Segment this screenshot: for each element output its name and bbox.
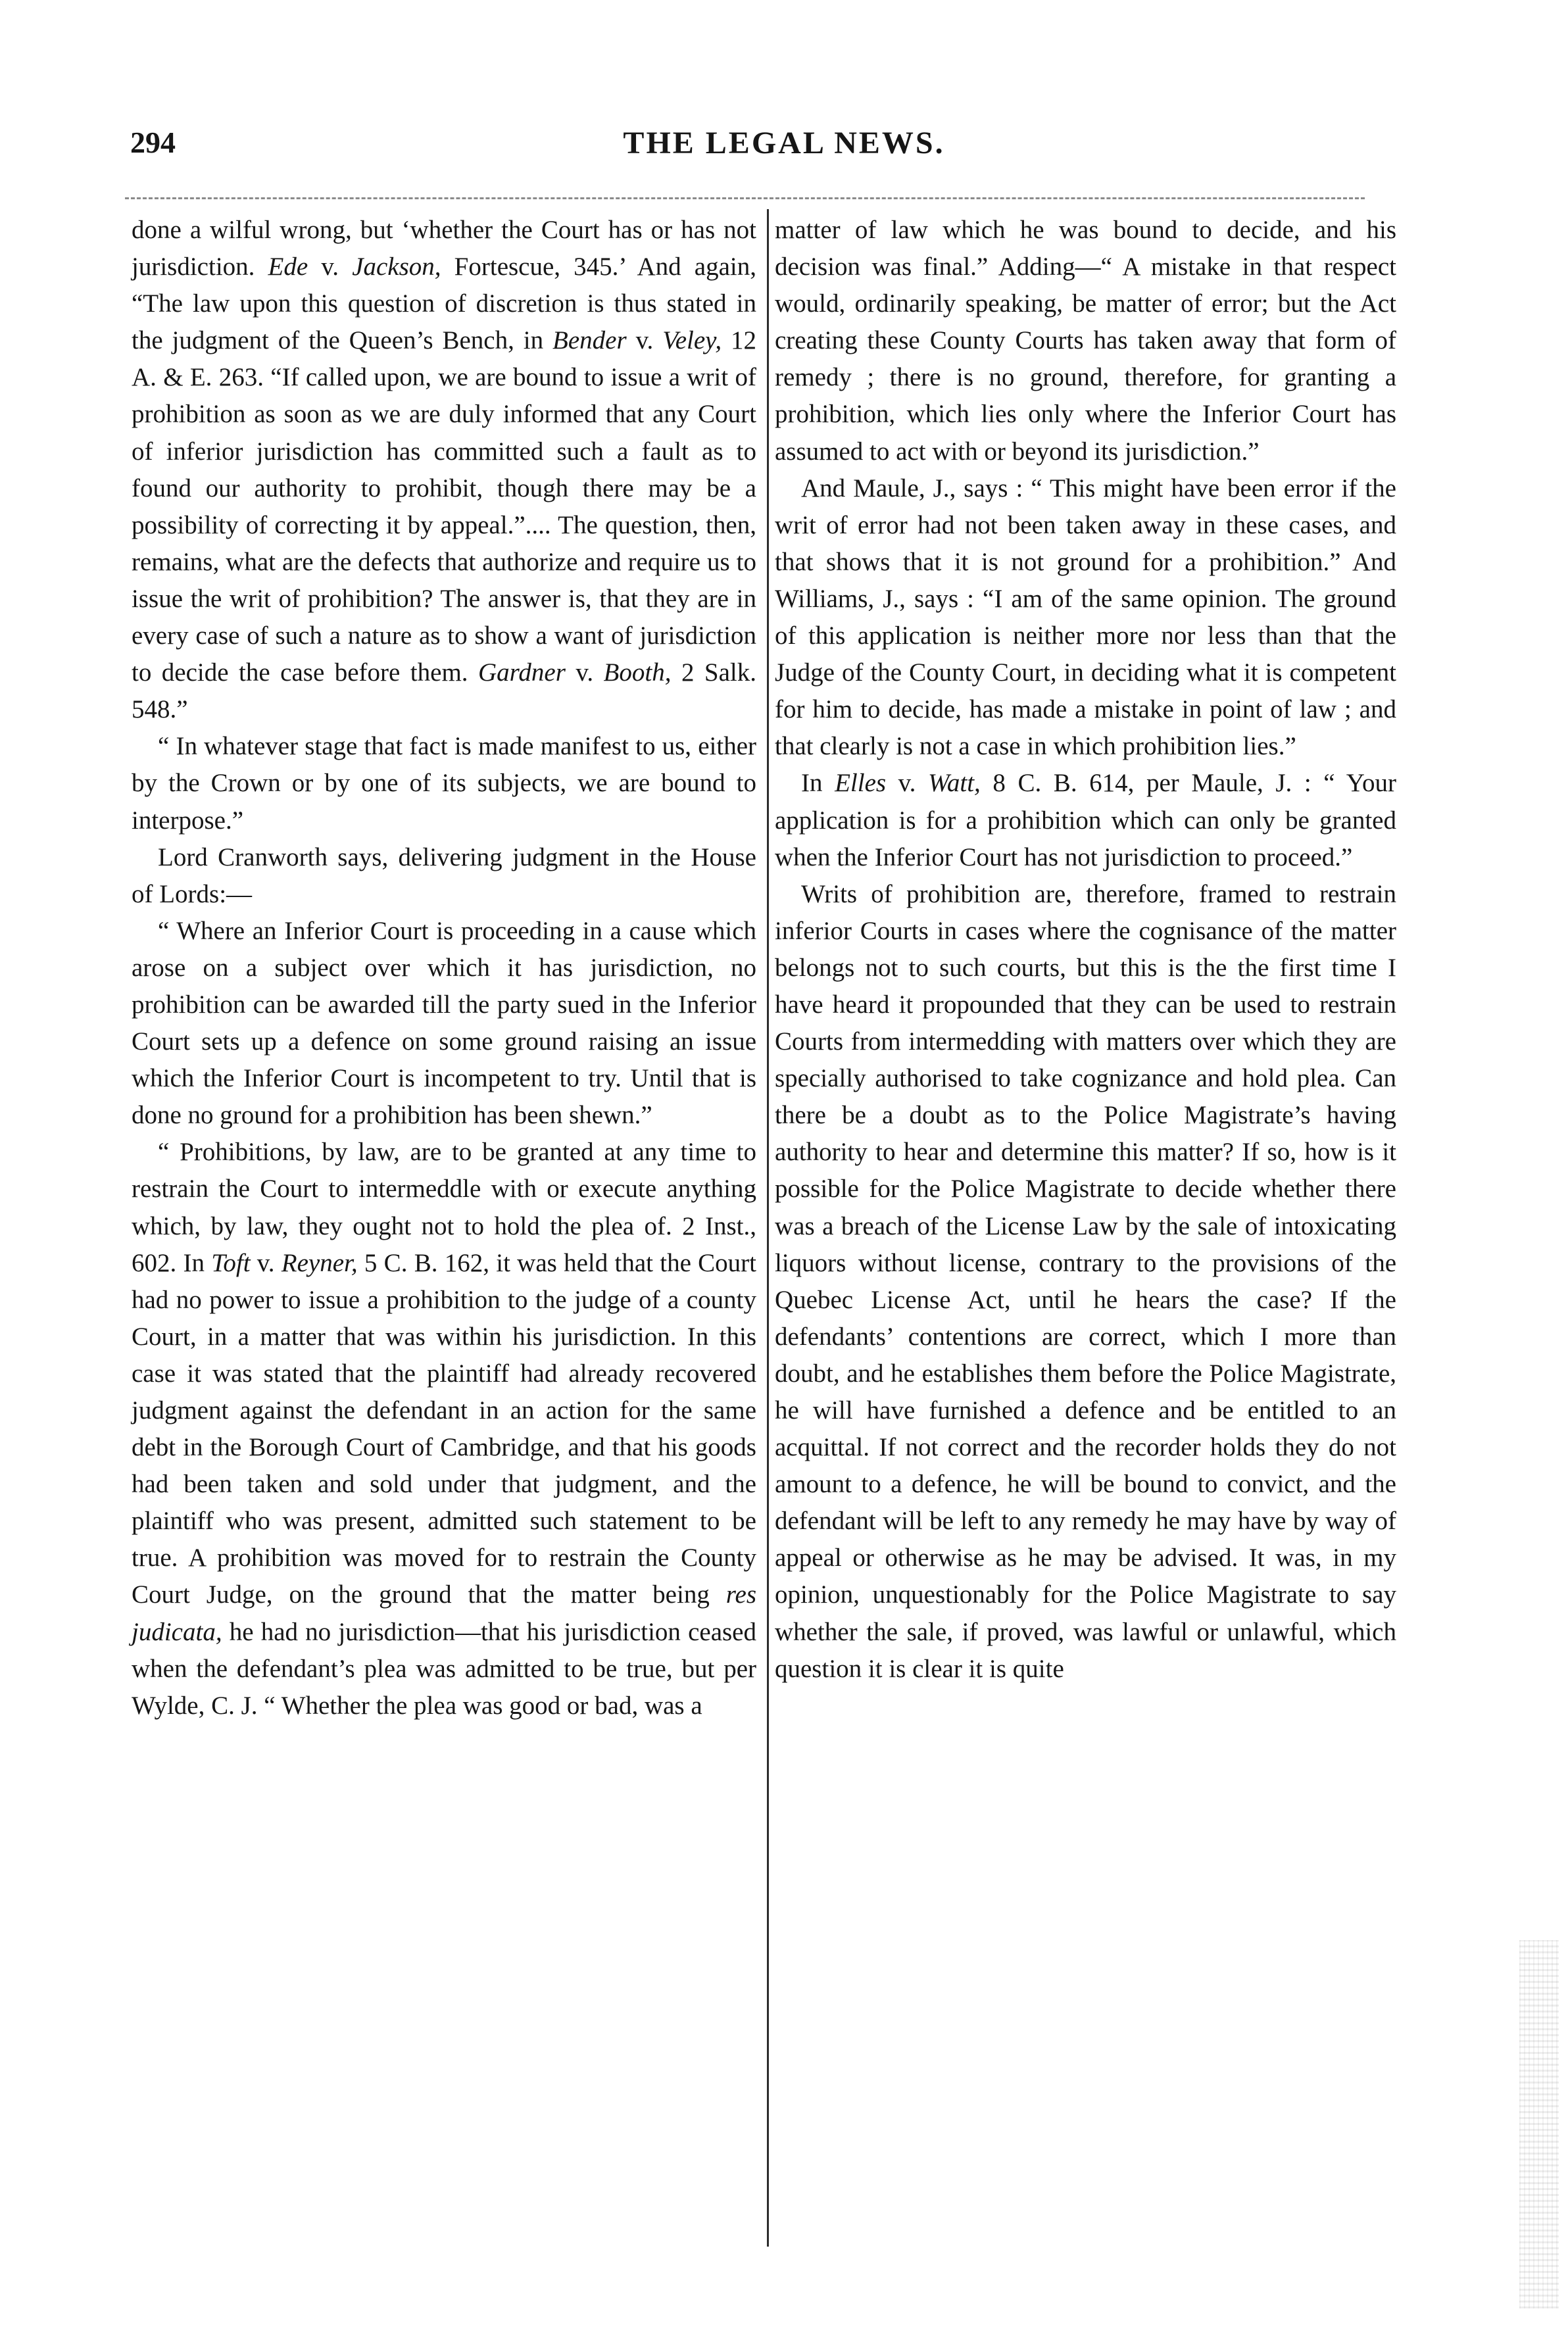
page-number: 294: [130, 126, 176, 159]
italic-citation: Toft: [211, 1248, 251, 1277]
running-title: THE LEGAL NEWS.: [623, 126, 945, 160]
paragraph: “ Where an Inferior Court is proceeding in a cause which arose on a subject over which it has jurisdiction, no prohibition can be awarded till the party sued in the Inferior Court sets up a defence on some ground raising an issue which the Inferior Court is incompetent to try. Until that is done no ground for a prohibition has been shewn.”: [132, 916, 756, 1130]
paragraph: And Maule, J., says : “ This might have been error if the writ of error had not been taken away in these cases, and that shows that it is not ground for a prohibition.” And Williams, J., says : “I am of the same opinion. The ground of this application is neither more nor less than that the Judge of the County Court, in deciding what it is competent for him to decide, has made a mistake in point of law ; and that clearly is not a case in which prohibition lies.”: [775, 474, 1396, 761]
paragraph: Writs of prohibition are, therefore, framed to restrain inferior Courts in cases where the cognisance of the matter belongs not to such courts, but this is the the first time I have heard it propounded that they can be used to restrain Courts from intermedding with matters over which they are specially authorised to take cognizance and hold plea. Can there be a doubt as to the Police Magistrate’s having authority to hear and determine this matter? If so, how is it possible for the Police Magistrate to decide whether there was a breach of the License Law by the sale of intoxicating liquors without license, contrary to the provisions of the Quebec License Act, until he hears the case? If the defendants’ contentions are correct, which I more than doubt, and he establishes them before the Police Magistrate, he will have furnished a defence and be entitled to an acquittal. If not correct and the recorder holds they do not amount to a defence, he will be bound to convict, and the defendant will be left to any remedy he may have by way of appeal or otherwise as he may be advised. It was, in my opinion, unquestionably for the Police Magistrate to say whether the sale, if proved, was lawful or unlawful, which question it is clear it is quite: [775, 879, 1396, 1683]
paragraph: “ In whatever stage that fact is made manifest to us, either by the Crown or by one of its subjects, we are bound to interpose.”: [132, 732, 756, 835]
italic-citation: Reyner,: [281, 1248, 358, 1277]
italic-citation: Veley,: [662, 326, 722, 355]
italic-citation: Watt,: [927, 769, 981, 798]
scan-edge-speckle: [1519, 1940, 1559, 2308]
italic-citation: Bender: [552, 326, 627, 355]
italic-citation: res judicata,: [132, 1580, 756, 1646]
italic-citation: Elles: [835, 769, 887, 798]
italic-citation: Booth,: [603, 658, 672, 687]
header-rule: [125, 197, 1365, 199]
paragraph: In Elles v. Watt, 8 C. B. 614, per Maule, J. : “ Your application is for a prohibition which can only be granted when the Inferior Court has not jurisdiction to proceed.”: [775, 769, 1396, 871]
italic-citation: Gardner: [478, 658, 566, 687]
paragraph: done a wilful wrong, but ‘whether the Court has or has not jurisdiction. Ede v. Jackson, Fortescue, 345.’ And again, “The law upon this question of discretion is thus stated in the judgment of the Queen’s Bench, in Bender v. Veley, 12 A. & E. 263. “If called upon, we are bound to issue a writ of prohibition as soon as we are duly informed that any Court of inferior jurisdiction has committed such a fault as to found our authority to prohibit, though there may be a possibility of correcting it by appeal.”.... The question, then, remains, what are the defects that authorize and require us to issue the writ of prohibition? The answer is, that they are in every case of such a nature as to show a want of jurisdiction to decide the case before them. Gardner v. Booth, 2 Salk. 548.”: [132, 216, 757, 724]
italic-citation: Jackson,: [352, 253, 441, 281]
column-divider: [767, 209, 769, 2247]
paragraph: matter of law which he was bound to decide, and his decision was final.” Adding—“ A mistake in that respect would, ordinarily speaking, be matter of error; but the Act creating these County Courts has taken away that form of remedy ; there is no ground, therefore, for granting a prohibition, which lies only where the Inferior Court has assumed to act with or beyond its jurisdiction.”: [775, 216, 1396, 466]
left-column: [132, 212, 756, 1724]
italic-citation: Ede: [268, 253, 308, 281]
paragraph: “ Prohibitions, by law, are to be granted at any time to restrain the Court to intermeddle with or execute anything which, by law, they ought not to hold the plea of. 2 Inst., 602. In Toft v. Reyner, 5 C. B. 162, it was held that the Court had no power to issue a prohibition to the judge of a county Court, in a matter that was within his jurisdiction. In this case it was stated that the plaintiff had already recovered judgment against the defendant in an action for the same debt in the Borough Court of Cambridge, and that his goods had been taken and sold under that judgment, and the plaintiff who was present, admitted such statement to be true. A prohibition was moved for to restrain the County Court Judge, on the ground that the matter being res judicata, he had no jurisdiction—that his jurisdiction ceased when the defendant’s plea was admitted to be true, but per Wylde, C. J. “ Whether the plea was good or bad, was a: [132, 1138, 756, 1720]
right-column: [775, 212, 1396, 1688]
paragraph: Lord Cranworth says, delivering judgment in the House of Lords:—: [132, 842, 756, 908]
